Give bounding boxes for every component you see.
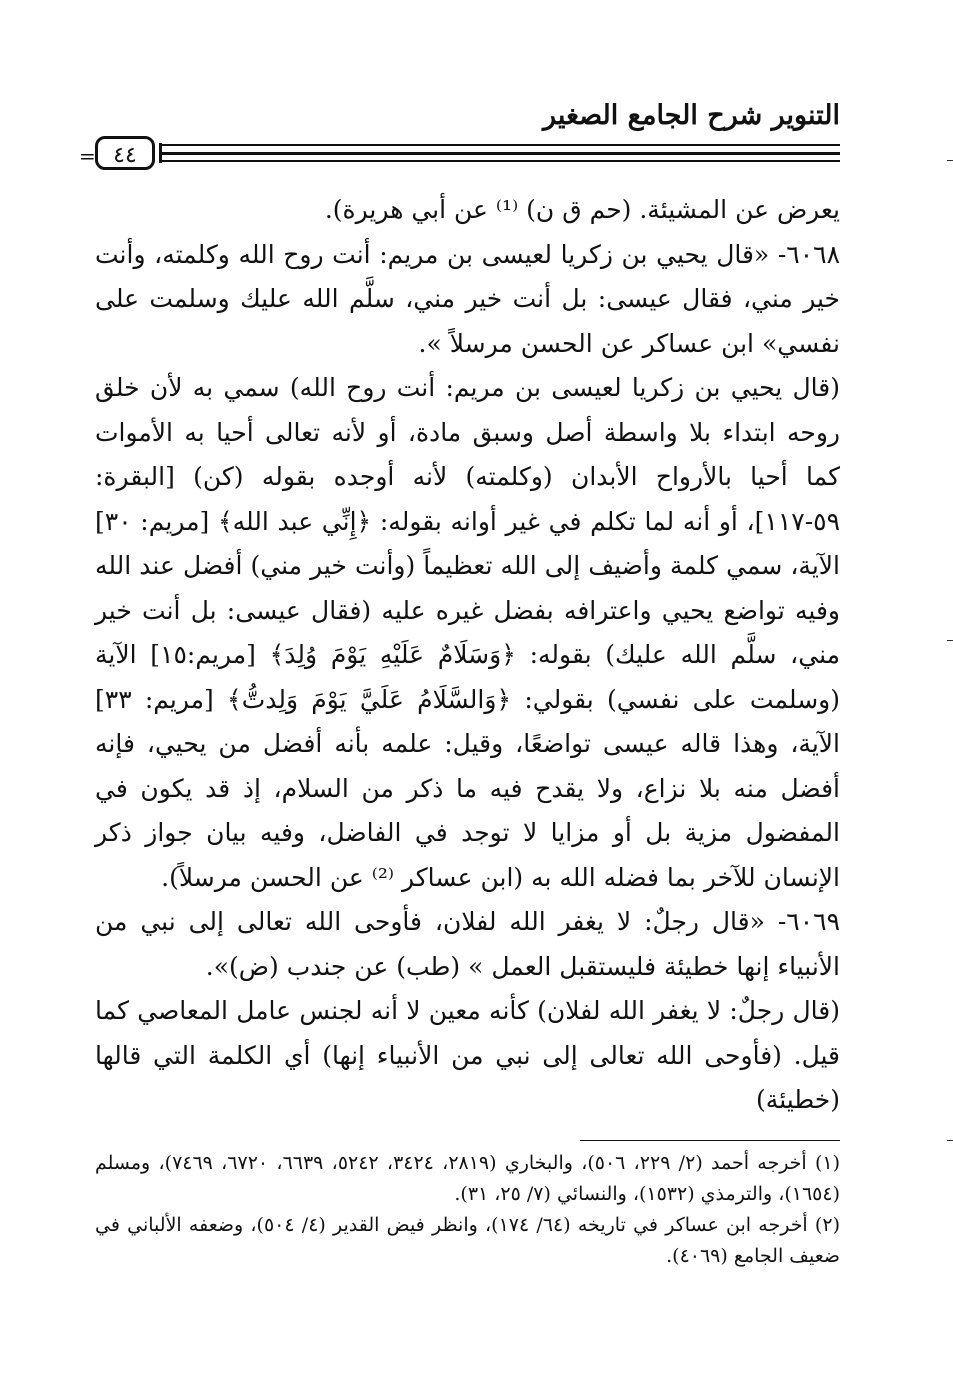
footnote-1: (١) أخرجه أحمد (٢/ ٢٢٩، ٥٠٦)، والبخاري (٢٨١٩، ٣٤٢٤، ٥٢٤٢، ٦٦٣٩، ٦٧٢٠، ٧٤٦٩)، ومسلم (١٦٥٤)، والترمذي (١٥٣٢)، والنسائي (٧/ ٢٥، ٣١).	[95, 1152, 841, 1205]
paragraph-continuation: يعرض عن المشيئة. (حم ق ن) ⁽¹⁾ عن أبي هريرة).	[324, 195, 840, 224]
edge-tick	[947, 1140, 953, 1141]
header-rule-middle	[161, 152, 840, 155]
header-rule-bottom	[161, 160, 840, 162]
commentary-6068: (قال يحيي بن زكريا لعيسى بن مريم: أنت روح الله) سمي به لأن خلق روحه ابتداء بلا واسطة أصل وسبق مادة، أو لأنه تعالى أحيا به الأموات كما أحيا بالأرواح الأبدان (وكلمته) لأنه أوجده بقوله (كن) [البقرة: ٥٩-١١٧]، أو أنه لما تكلم في غير أوانه بقوله: ﴿إِنِّي عبد الله﴾ [مريم: ٣٠] الآية، سمي كلمة وأضيف إلى الله تعظيماً (وأنت خير مني) أفضل عند الله وفيه تواضع يحيي واعترافه بفضل غيره عليه (فقال عيسى: بل أنت خير مني، سلَّم الله عليك) بقوله: ﴿وَسَلَامٌ عَلَيْهِ يَوْمَ وُلِدَ﴾ [مريم:١٥] الآية (وسلمت على نفسي) بقولي: ﴿وَالسَّلَامُ عَلَيَّ يَوْمَ وَلِدتُّ﴾ [مريم: ٣٣] الآية، وهذا قاله عيسى تواضعًا، وقيل: علمه بأنه أفضل من يحيي، فإنه أفضل منه بلا نزاع، ولا يقدح فيه ما ذكر من السلام، إذ قد يكون في المفضول مزية بل أو مزايا لا توجد في الفاضل، وفيه بيان جواز ذكر الإنسان للآخر بما فضله الله به (ابن عساكر ⁽²⁾ عن الحسن مرسلاً).	[95, 373, 841, 892]
footnote-2: (٢) أخرجه ابن عساكر في تاريخه (٦٤/ ١٧٤)، وانظر فيض القدير (٤/ ٥٠٤)، وضعفه الألباني في ضعيف الجامع (٤٠٦٩).	[95, 1214, 840, 1267]
page-header	[79, 100, 840, 180]
footnotes	[95, 1148, 840, 1272]
page-number: ٤٤	[95, 136, 155, 170]
main-text	[95, 188, 840, 1123]
footnote-separator	[580, 1140, 840, 1141]
hadith-6069: ٦٠٦٩- «قال رجلٌ: لا يغفر الله لفلان، فأوحى الله تعالى إلى نبي من الأنبياء إنها خطيئة فليستقبل العمل » (طب) عن جندب (ض)».	[95, 907, 840, 981]
edge-tick	[947, 160, 953, 161]
edge-tick	[947, 640, 953, 641]
commentary-6069: (قال رجلٌ: لا يغفر الله لفلان) كأنه معين لا أنه لجنس عامل المعاصي كما قيل. (فأوحى الله تعالى إلى نبي من الأنبياء إنها) أي الكلمة التي قالها (خطيئة)	[95, 996, 840, 1114]
book-title: التنوير شرح الجامع الصغير	[543, 100, 840, 131]
header-bar-mark	[159, 143, 168, 163]
hadith-6068: ٦٠٦٨- «قال يحيي بن زكريا لعيسى بن مريم: أنت روح الله وكلمته، وأنت خير مني، فقال عيسى: بل أنت خير مني، سلَّم الله عليك وسلمت على نفسي» ابن عساكر عن الحسن مرسلاً ».	[95, 239, 840, 358]
header-side-mark: =	[79, 144, 96, 168]
header-rule-top	[161, 144, 840, 146]
